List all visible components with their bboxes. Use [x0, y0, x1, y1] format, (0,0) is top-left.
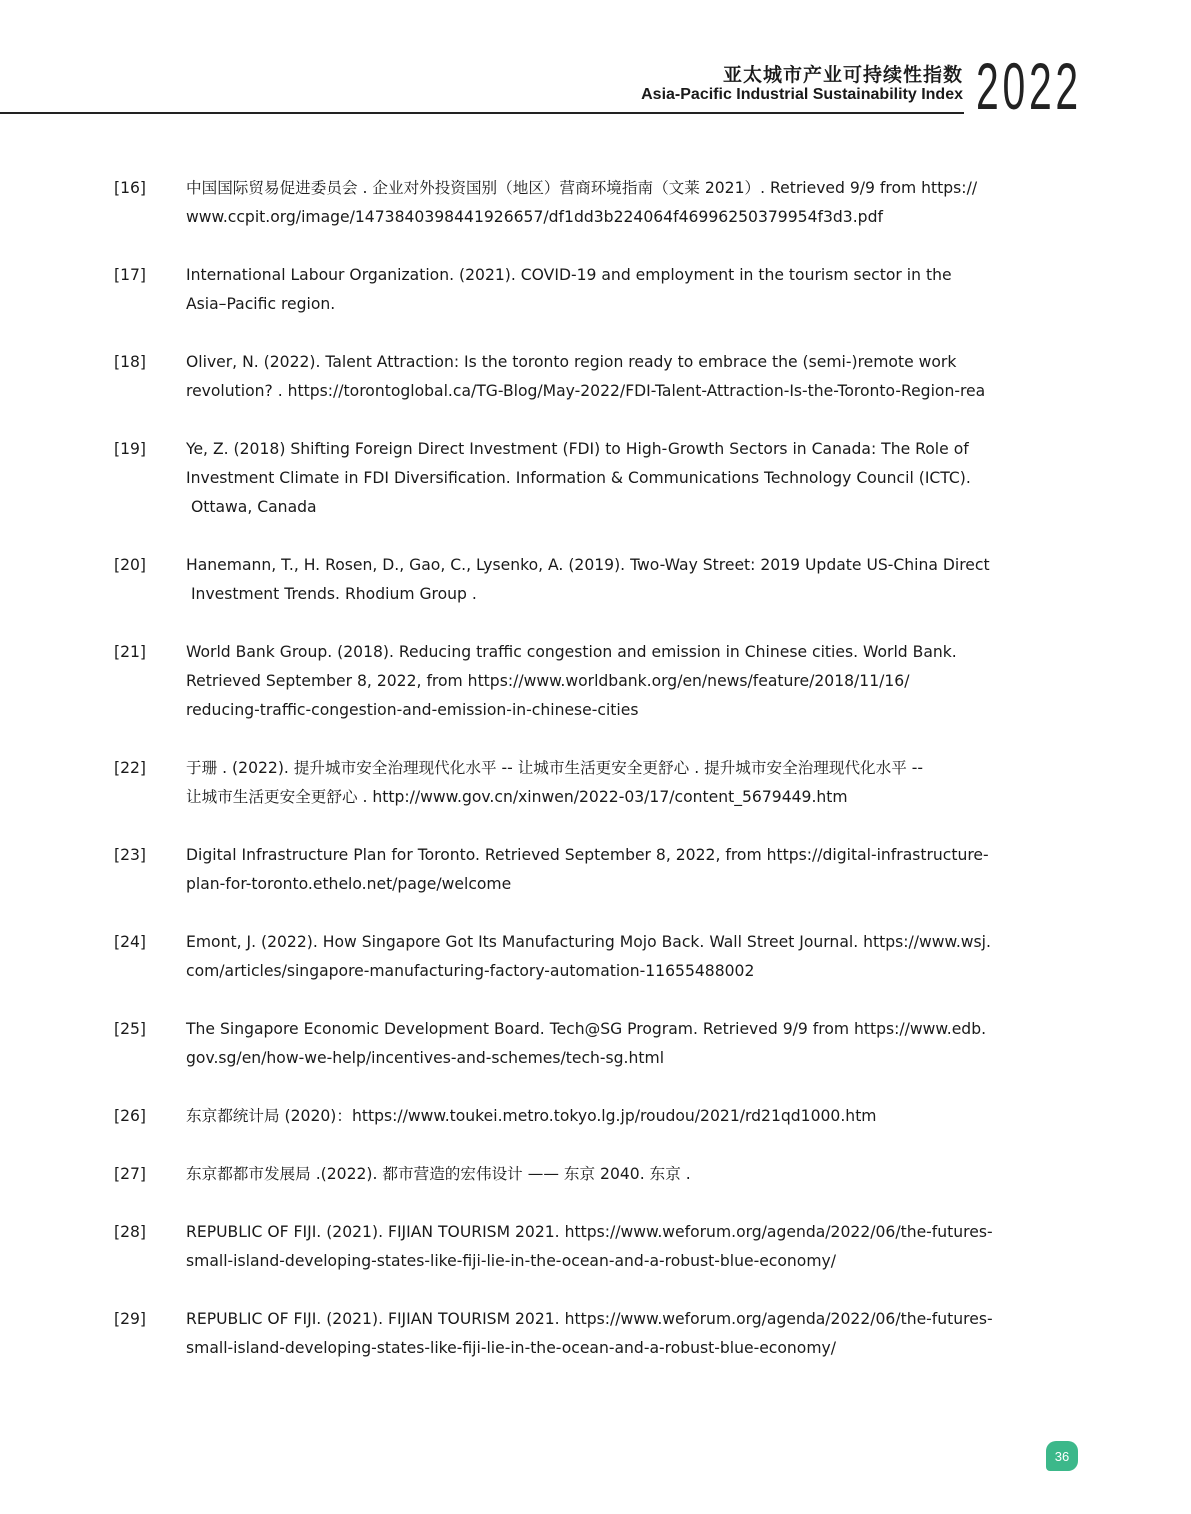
reference-number: [16]: [114, 179, 147, 197]
reference-text: [186, 1160, 1074, 1189]
reference-line: revolution? . https://torontoglobal.ca/TG-Blog/May-2022/FDI-Talent-Attraction-Is-the-Toronto-Region-rea: [186, 382, 986, 400]
reference-line: 于珊 . (2022). 提升城市安全治理现代化水平 -- 让城市生活更安全更舒心 . 提升城市安全治理现代化水平 --: [186, 759, 924, 777]
reference-text: [186, 435, 1074, 522]
reference-line: Emont, J. (2022). How Singapore Got Its Manufacturing Mojo Back. Wall Street Journal. https://www.wsj.: [186, 933, 991, 951]
reference-number: [17]: [114, 266, 147, 284]
reference-line: 东京都都市发展局 .(2022). 都市营造的宏伟设计 —— 东京 2040. 东京 .: [186, 1165, 691, 1183]
reference-number: [23]: [114, 846, 147, 864]
reference-line: Investment Trends. Rhodium Group .: [186, 585, 477, 603]
reference-line: Asia–Pacific region.: [186, 295, 336, 313]
header-year: 2022: [976, 49, 1082, 123]
reference-text: [186, 1305, 1074, 1363]
reference-text: [186, 348, 1074, 406]
reference-line: Hanemann, T., H. Rosen, D., Gao, C., Lysenko, A. (2019). Two-Way Street: 2019 Update US-China Direct: [186, 556, 990, 574]
reference-entry: [114, 435, 1074, 522]
reference-number: [25]: [114, 1020, 147, 1038]
reference-entry: [114, 928, 1074, 986]
reference-text: [186, 174, 1074, 232]
reference-number: [19]: [114, 440, 147, 458]
reference-entry: [114, 754, 1074, 812]
page-number-badge: 36: [1046, 1441, 1078, 1471]
reference-text: [186, 638, 1074, 725]
reference-text: [186, 1102, 1074, 1131]
reference-entry: [114, 261, 1074, 319]
reference-entry: [114, 638, 1074, 725]
reference-number: [22]: [114, 759, 147, 777]
reference-line: plan-for-toronto.ethelo.net/page/welcome: [186, 875, 512, 893]
reference-number: [24]: [114, 933, 147, 951]
reference-entry: [114, 348, 1074, 406]
reference-entry: [114, 841, 1074, 899]
header-title-cn: 亚太城市产业可持续性指数: [722, 64, 963, 86]
reference-entry: [114, 1015, 1074, 1073]
reference-entry: [114, 1160, 1074, 1189]
reference-text: [186, 261, 1074, 319]
reference-line: Investment Climate in FDI Diversification. Information & Communications Technology Council (ICTC).: [186, 469, 971, 487]
reference-line: www.ccpit.org/image/1473840398441926657/df1dd3b224064f46996250379954f3d3.pdf: [186, 208, 883, 226]
reference-line: REPUBLIC OF FIJI. (2021). FIJIAN TOURISM 2021. https://www.weforum.org/agenda/2022/06/the-futures-: [186, 1223, 993, 1241]
reference-number: [27]: [114, 1165, 147, 1183]
reference-line: 中国国际贸易促进委员会 . 企业对外投资国别（地区）营商环境指南（文莱 2021）. Retrieved 9/9 from https://: [186, 179, 978, 197]
reference-text: [186, 928, 1074, 986]
reference-line: small-island-developing-states-like-fiji-lie-in-the-ocean-and-a-robust-blue-economy/: [186, 1252, 837, 1270]
reference-entry: [114, 174, 1074, 232]
reference-number: [18]: [114, 353, 147, 371]
reference-line: Ye, Z. (2018) Shifting Foreign Direct Investment (FDI) to High-Growth Sectors in Canada: The Role of: [186, 440, 969, 458]
reference-line: REPUBLIC OF FIJI. (2021). FIJIAN TOURISM 2021. https://www.weforum.org/agenda/2022/06/the-futures-: [186, 1310, 993, 1328]
reference-entry: [114, 1305, 1074, 1363]
reference-line: reducing-traffic-congestion-and-emission-in-chinese-cities: [186, 701, 639, 719]
reference-text: [186, 754, 1074, 812]
header-title-en: Asia-Pacific Industrial Sustainability Index: [641, 86, 963, 103]
reference-list: [114, 174, 1074, 1392]
reference-line: Oliver, N. (2022). Talent Attraction: Is the toronto region ready to embrace the (semi-)remote work: [186, 353, 957, 371]
reference-line: 东京都统计局 (2020)：https://www.toukei.metro.tokyo.lg.jp/roudou/2021/rd21qd1000.htm: [186, 1107, 877, 1125]
reference-text: [186, 841, 1074, 899]
reference-number: [29]: [114, 1310, 147, 1328]
reference-line: The Singapore Economic Development Board. Tech@SG Program. Retrieved 9/9 from https://www.edb.: [186, 1020, 987, 1038]
reference-line: small-island-developing-states-like-fiji-lie-in-the-ocean-and-a-robust-blue-economy/: [186, 1339, 837, 1357]
reference-text: [186, 551, 1074, 609]
reference-line: Ottawa, Canada: [186, 498, 317, 516]
reference-line: com/articles/singapore-manufacturing-factory-automation-11655488002: [186, 962, 755, 980]
reference-line: Retrieved September 8, 2022, from https://www.worldbank.org/en/news/feature/2018/11/16/: [186, 672, 910, 690]
reference-text: [186, 1015, 1074, 1073]
reference-line: 让城市生活更安全更舒心 . http://www.gov.cn/xinwen/2022-03/17/content_5679449.htm: [186, 788, 848, 806]
reference-number: [26]: [114, 1107, 147, 1125]
reference-number: [28]: [114, 1223, 147, 1241]
reference-entry: [114, 1102, 1074, 1131]
reference-entry: [114, 1218, 1074, 1276]
reference-line: World Bank Group. (2018). Reducing traffic congestion and emission in Chinese cities. World Bank.: [186, 643, 957, 661]
reference-entry: [114, 551, 1074, 609]
header-rule: [0, 112, 964, 114]
reference-number: [20]: [114, 556, 147, 574]
reference-line: gov.sg/en/how-we-help/incentives-and-schemes/tech-sg.html: [186, 1049, 665, 1067]
reference-number: [21]: [114, 643, 147, 661]
reference-line: International Labour Organization. (2021). COVID-19 and employment in the tourism sector in the: [186, 266, 952, 284]
reference-line: Digital Infrastructure Plan for Toronto. Retrieved September 8, 2022, from https://digital-infrastructure-: [186, 846, 989, 864]
reference-text: [186, 1218, 1074, 1276]
